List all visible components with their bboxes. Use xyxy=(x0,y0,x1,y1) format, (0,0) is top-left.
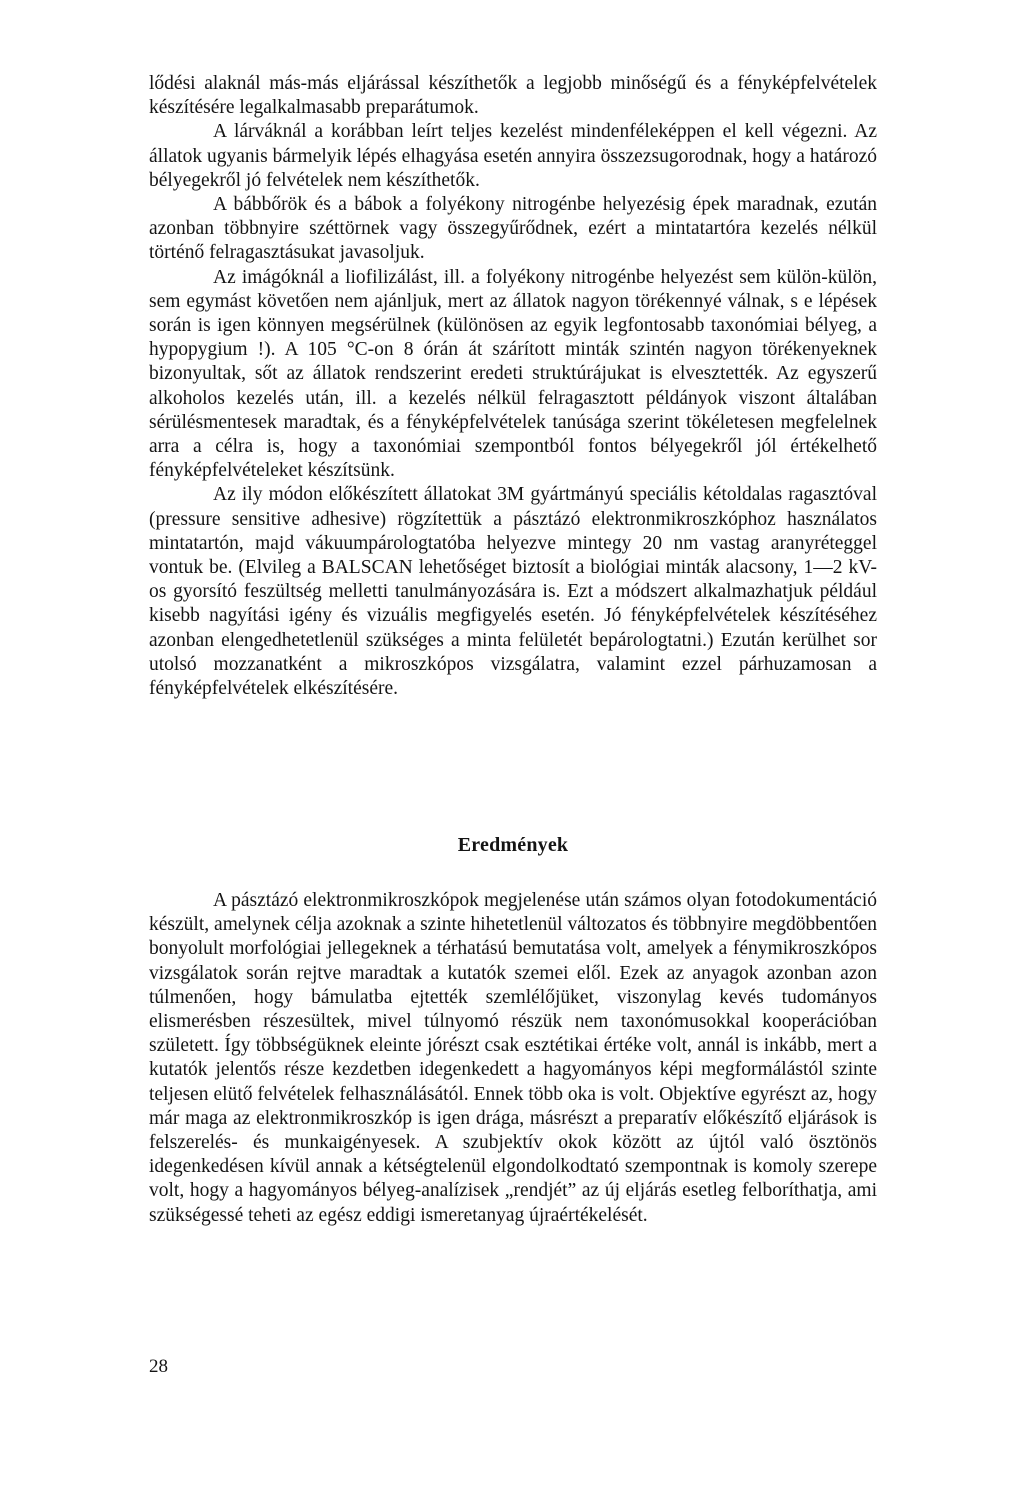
section-heading: Eredmények xyxy=(457,834,569,856)
body-text-section-1 xyxy=(149,72,877,701)
paragraph-larvae: A lárváknál a korábban leírt teljes kezelést mindenféleképpen el kell végezni. Az állatok ugyanis bármelyik lépés elhagyása esetén annyira összezsugorodnak, hogy a határozó bélyegekről jó felvételek nem készíthetők. xyxy=(149,121,877,191)
paragraph-preparation: Az ily módon előkészített állatokat 3M gyártmányú speciális kétoldalas ragasztóval (pressure sensitive adhesive) rögzítettük a pásztázó elektronmikroszkóphoz használatos mintatartón, majd vákuumpárologtatóba helyezve mintegy 20 nm vastag aranyréteggel vontuk be. (Elvileg a BALSCAN lehetőséget biztosít a biológiai minták alacsony, 1—2 kV-os gyorsító feszültség melletti tanulmányozására is. Ezt a módszert alkalmazhatjuk például kisebb nagyítási igény és vizuális megfigyelés esetén. Jó fényképfelvételek készítéséhez azonban elengedhetetlenül szükséges a minta felületét bepárologtatni.) Ezután kerülhet sor utolsó mozzanatként a mikroszkópos vizsgálatra, valamint ezzel párhuzamosan a fényképfelvételek elkészítésére. xyxy=(149,484,877,700)
paragraph-results: A pásztázó elektronmikroszkópok megjelenése után számos olyan fotodokumentáció készült, amelynek célja azoknak a szinte hihetetlenül változatos és többnyire megdöbbentően bonyolult morfológiai jellegeknek a térhatású bemutatása volt, amelyek a fénymikroszkópos vizsgálatok során rejtve maradtak a kutatók szemei elől. Ezek az anyagok azonban azon túlmenően, hogy bámulatba ejtették szemlélőjüket, viszonylag kevés tudományos elismerésben részesültek, mivel túlnyomó részük nem taxonómusokkal kooperációban született. Így többségüknek eleinte jórészt csak esztétikai értéke volt, annál is inkább, mert a kutatók jelentős része kezdetben idegenkedett a hagyományos képi megformálástól szinte teljesen elütő felvételek felhasználásától. Ennek több oka is volt. Objektíve egyrészt az, hogy már maga az elektronmikroszkóp is igen drága, másrészt a preparatív előkészítő eljárások is felszerelés- és munkaigényesek. A szubjektív okok között az újtól való ösztönös idegenkedésen kívül annak a kétségtelenül elgondolkodtató szempontnak is komoly szerepe volt, hogy a hagyományos bélyeg-analízisek „rendjét” az új eljárás esetleg felboríthatja, ami szükségessé teheti az egész eddigi ismeretanyag újraértékelését. xyxy=(149,890,877,1226)
body-text-section-2 xyxy=(149,889,877,1228)
paragraph-pupae: A bábbőrök és a bábok a folyékony nitrogénbe helyezésig épek maradnak, ezután azonban többnyire széttörnek vagy összegyűrődnek, ezért a mintatartóra kezelés nélkül történő felragasztásukat javasoljuk. xyxy=(149,194,877,264)
page-number: 28 xyxy=(149,1356,168,1377)
paragraph-imagoes: Az imágóknál a liofilizálást, ill. a folyékony nitrogénbe helyezést sem külön-külön, sem egymást követően nem ajánljuk, mert az állatok nagyon törékennyé válnak, s e lépések során is igen könnyen megsérülnek (különösen az egyik legfontosabb taxonómiai bélyeg, a hypopygium !). A 105 °C-on 8 órán át szárított minták szintén nagyon törékenyeknek bizonyultak, sőt az állatok rendszerint eredeti struktúrájukat is elvesztették. Az egyszerű alkoholos kezelés után, ill. a kezelés nélkül felragasztott példányok viszont általában sérülésmentesek maradtak, és a fényképfelvételek tanúsága szerint tökéletesen megfelelnek arra a célra is, hogy a taxonómiai szempontból fontos bélyegekről jól értékelhető fényképfelvételeket készítsünk. xyxy=(149,266,877,482)
paragraph-continuation: lődési alaknál más-más eljárással készíthetők a legjobb minőségű és a fényképfelvételek készítésére legalkalmasabb preparátumok. xyxy=(149,73,877,119)
